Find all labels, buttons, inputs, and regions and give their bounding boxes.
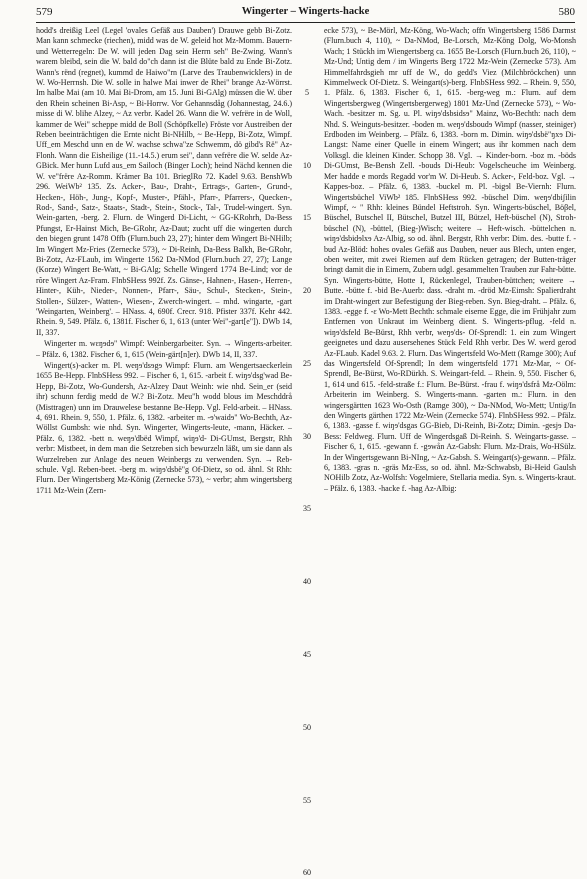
line-number: 30	[303, 431, 311, 441]
page-number-left: 579	[36, 6, 53, 18]
entry-paragraph: Wingert(s)-acker m. Pl. weŋɘ'dsɘgɘ Wimpf: Flurn. am Wengertsaeckerlein 1655 Be-Hepp. FlnbSHess 992. – Fischer 6, 1, 615. -arbeit f. wiŋɘ'dsg'wad Be-Hepp, Bi-Zotz, Wo-Gundersh, Az-Alzey Daut Weinh: wie nhd. Sein_er (seid ihr) schunn ferdig medd de W.? Bi-Zotz. Meu"h wodd blous im Meschddrå (Misttragen) unn im Drauwelese bestanne Be-Hepp. Vgl. Feld-arbeit. – HNass. 4, 691. Rhein. 9, 550, 1. Pfälz. 6, 1382. -arbeiter m. -ɘ'waidɘ" Wo-Bechth, Az-Wöllst Gumbsh: wie nhd. Syn. Wingerter, Wingerts-leute, -mann, Häcker. – Pfälz. 6, 1382. -bett n. weŋɘ'dbëd Wimpf, wiŋɘ'd- Di-GUmst, Bergstr, Rhh verbr: Mistbeet, in dem man die Setzreben sich bewurzeln läßt, um sie dann als Wurzelreben zur Anlage des neuen Weinbergs zu verwenden. Syn. → Reb-schule. Vgl. Reben-beet. -berg m. wiŋɘ'dsbë"g Of-Dietz, so od. ähnl. St Rhh: Flurn. Der Wingertsberg Mz-König (Zernecke 573), ~ verbr; ahm wingertsberg 1711 Mz-Wein (Zern-	[36, 361, 292, 495]
line-number: 35	[303, 504, 311, 514]
left-column	[36, 26, 292, 861]
line-number: 10	[303, 161, 311, 171]
page-number-right: 580	[558, 6, 575, 18]
line-number: 55	[303, 795, 311, 805]
line-number: 5	[305, 88, 309, 98]
line-number: 45	[303, 650, 311, 659]
line-number: 40	[303, 577, 311, 587]
running-title: Wingerter – Wingerts-hacke	[241, 6, 370, 17]
header-rule	[36, 22, 575, 23]
line-number: 60	[303, 868, 311, 878]
line-number: 50	[303, 722, 311, 732]
line-number: 25	[303, 358, 311, 368]
right-column	[324, 26, 576, 861]
entry-paragraph: hodd's dreißig Leel (Legel 'ovales Gefäß aus Dauben') Drauwe gebb Bi-Zotz. Man kann schmecke (riechen), midd was de W. geleid hot Mz-Momm. Bauern- und Wetterregeln: De W. will jeden Dag sein Herrn seh" Be-Zwing. Wann's warem bleibd, sein die W. bald do"ch dann ist die Blüte bald zu Ende Bi-Zotz. Wann's rënd (regnet), kummd de Haiwo"rn (Larve des Traubenwicklers) in de W. Wo-Herrnsh. Die W. solle in halwe Mai inwer de Rhei" brange Az-Wörrst. Im halbe Mai (am 10. Mai Bi-Drom, am 15. Juni Bi-GAlg) müssen die W. über den Rhein scheinen Bi-Asp, ~ Bi-Horrw. Vor Gehannsdåg (Johannestag, 24.6.) misse di W. blihe Alzey, ~ Az verbr. Kadel 26. Wann die W. vefrëre in de Woll, kammer de Wei" scheppe midd de Boll (Schöpfkelle) Fröste vor Austreiben der Reben beeinträchtigen die Ernte nicht Bi-NHilb, ~ Be-Hepp, Bi-Zotz, Wimpf. Uff_em Meschd unn en de W. wachse schwa"ze Schwemm, dö gibd's Rë" Az-Flonh. Wann die Eisheilige (11.-14.5.) erum sei", dann vefrëre die W. selde Az-GBick. Mer hunn Lufd aus_em Sailoch (Binger Loch); heind Nächd kennen die W. ve"frëre Az-Romm. Krämer Ba 101. BrieglRo 72. Kadel 9.63. BenshWb 296. WeiWb² 135. Zs. Acker-, Bau-, Draht-, Ertrags-, Garten-, Grund-, Hecken-, Höh-, Jung-, Kopf-, Muster-, Pfähl-, Pfarr-, Pfarrers-, Quecken-, Rod-, Sand-, Satz-, Staats-, Stadt-, Stein-, Stock-, Tal-, Trudel-wingert. Syn. Wein-garten, -berg. 2. Flurn. de Wingerd Di-Licht, ~ GG-KRohrh, Da-Bess Pfungst, Er-Hainst Mich, Be-GRohr, Az-Daut; zucht uff die wingerten durch den biegen grunt 1478 Offb (Flurn.buch 23, 27); hinter dem Wingert Bi-NHilb; Im Wingert Mz-Fries (Zernecke 573), ~ Di-Reinh, Da-Bess Balkh, Be-GRohr, Bi-Zotz, Az-FLaub, im Wingerte 1562 Da-NMod (Flurn.buch 27, 27); Lange (Korze) Wingert Be-Watt, ~ Bi-GAlg; Schelle Wingerd 1774 Be-Lind; vor de rõre Wingert Az-Fram. FlnbSHess 992f. Zs. Gänse-, Hahnen-, Hasen-, Herren-, Hinter-, Küh-, Nieder-, Nonnen-, Pfarr-, Säu-, Schul-, Stecken-, Stein-, Stollen-, Sülzer-, Watten-, Wiesen-, Zwerch-wingert. – mhd. wingarte, -gart 'Weingarten, Weinberg'. – HNass. 4, 690f. Crecr. 918. Pfister 337f. Kehr 442. Rhein. 9, 549. Pfälz. 6, 1381f. Fischer 6, 1, 613 (unter Wei"-gart[e"]). DWb 14, II, 337.	[36, 26, 292, 337]
page-header	[36, 6, 575, 22]
entry-paragraph: Wingerter m. wεŋɘdɘ" Wimpf: Weinbergarbeiter. Syn. → Wingerts-arbeiter. – Pfälz. 6, 1382. Fischer 6, 1, 615 (Wein-gärt[n]er). DWb 14, II, 337.	[36, 339, 292, 359]
line-number: 20	[303, 286, 311, 295]
line-number-gutter	[294, 26, 320, 878]
entry-paragraph: ecke 573), ~ Be-Mörl, Mz-Köng, Wo-Wach; offn Wingertsberg 1586 Darmst (Flurn.buch 4, 110), ~ Da-NMod, Be-Lorsch, Mz-Köng Dolg, Wo-Monsh Wach; 1 Stückh im Wiengertsberg ca. 1655 Be-Lorsch (Flurn.buch 26, 110), ~ Mz-Und; Untig dem / im Wingerts Berg 1722 Mz-Wein (Zernecke 573). Am Himmelfahrdsgieh mr uff de W., do gedd's Viez (Milchbröckchen) unn Kimmelweck Of-Dietz. S. Weingart(s)-berg. FlnbSHess 992. – Rhein. 9, 550, 1. Pfälz. 6, 1383. Fischer 6, 1, 615. -berg-weg m.: Flurn. auf dem Wingertsbergweg (Wingertsbergerweg) 1801 Mz-Und (Zernecke 573), ~ Wo-Wach. -besitzer m. Sg. u. Pl. wiŋɘ'dsbsidsɘ" Mainz, Wo-Bechth: nach dem Nhd. S. Weinguts-besitzer. -boden m. weŋɘ'dsboudɘ Wimpf (nasser, steiniger) Erdboden im Weinberg. – Pfälz. 6, 1383. -born m. Dimin. wiŋɘ'dsbë"ŋxɘ Di-Langst: Name einer Quelle in einem Wingert; aus ihr kommen nach dem Volksgl. die kleinen Kinder. Schopp 38. Vgl. → Kinder-born. -boz m. -böds Di-GUmst, Be-Bensh Zell. -bouds Di-Heub: Vogelscheuche im Weinberg. Mer hadde e mords Regadd vor'm W. Di-Heub. S. Acker-, Feld-boz. Vgl. → Kappes-boz. – Pfälz. 6, 1383. -buckel m. Pl. -bigɘl Be-Viernh: Flurn. Wingertsbüchel ViWb² 185. FlnbSHess 992. -büschel Dim. weŋɘ'dbiʃilin Wimpf, ~ " Rhh: kleines Bündel Heftstroh. Syn. Wingerts-büschel, Böβel, Büschel, Butschel II, Bütschel, Butzel III, Bützel, Heft-büschel (N), Stroh-büschel (N), -büttel, (Bieg-)Wisch; weitere → Heft-wisch. -büttelchen n. wiŋɘ'dsbidɘlxɘ Az-Albig, so od. ähnl. Bergstr, Rhh verbr: Dim. des. -butte f. -bud Az-Blöd: hohes ovales Gefäß aus Dauben, neuer aus Blech, unten enger, oben weiter, mit zwei Riemen auf dem Rücken getragen; der Butten-träger bringt damit die in Eimern, Zubern udgl. gesammelten Trauben zur Fahr-bütte. Syn. Wingerts-bütte, Hotte I, Rückenlegel, Trauben-büttchen; weitere → Butte. -bütte f. -bid Be-Auerb: dass. -draht m. -dröd Mz-Eimsh: Spalierdraht im Draht-wingert zur Befestigung der Bieg-reben. Syn. Bieg-draht. – Pfälz. 6, 1383. -egge f. -ɛ Wo-Mett Bechth: schmale eiserne Egge, die im Frühjahr zum Entfernen von Unkraut im Weinberg dient. S. Wingerts-pflug. -feld n. wiŋɘ'dsfeld Be-Bürst, Rhh verbr, weŋɘ'ds- Of-Sprendl: 1. ein zum Wingert geeignetes und dazu ausersehenes Stück Feld Rhh verbr. Des W. werd gerod Az-FLaub. Kadel 9.63. 2. Flurn. Das Wingertsfeld Wo-Mett (Ramge 300); Auf das Wingertsfeld Of-Sprendl; In dem wingertsfeld 1771 Mz-Mar, ~ Of-Sprendl, Be-Bürst, Wo-RDürkh. S. Weingart-feld. – Rhein. 9, 550. Fischer 6, 1, 614 und 615. -feld-straße f.: Flurn. Be-Bürst. -frau f. wiŋɘ'dsfrå Mz-Oölm: Arbeiterin im Weinberg. S. Wingerts-mann. -garten m.: Flurn. in den wingersgärtten 1623 Wo-Osth (Ramge 300), ~ Da-NMod, Wo-Mett; Untig/In den Wingerts gärthen 1722 Mz-Wein (Zernecke 574). FlnbSHess 992. – Pfälz. 6, 1383. -gasse f. wiŋɘ'dsgas GG-Bieb, Di-Reinh, Bi-Zotz; Dimin. -gesjɘ Da-Bess: Feldweg. Flurn. Uff de Wingerdsgaß Di-Reinh. S. Weingarts-gasse. – Fischer 6, 1, 615. -gewann f. -gɘwån Az-Gabsh: Flurn. Mz-Drais, Wo-HSülz. In der Wingertsgewann Bi-NIng, ~ Az-Gabsh. S. Weingart(s)-gewann. – Pfälz. 6, 1383. -gras n. -gräs Mz-Ess, so od. ähnl. Mz-Schwabsb, Bi-Heid Gaulsh NOHilb Zotz, Az-Wolfsh: Vogelmiere, Stellaria media. Syn. s. Wingerts-kraut. – Pfälz. 6, 1383. -hacke f. -hag Az-Albig:	[324, 26, 576, 493]
line-number: 15	[303, 213, 311, 223]
